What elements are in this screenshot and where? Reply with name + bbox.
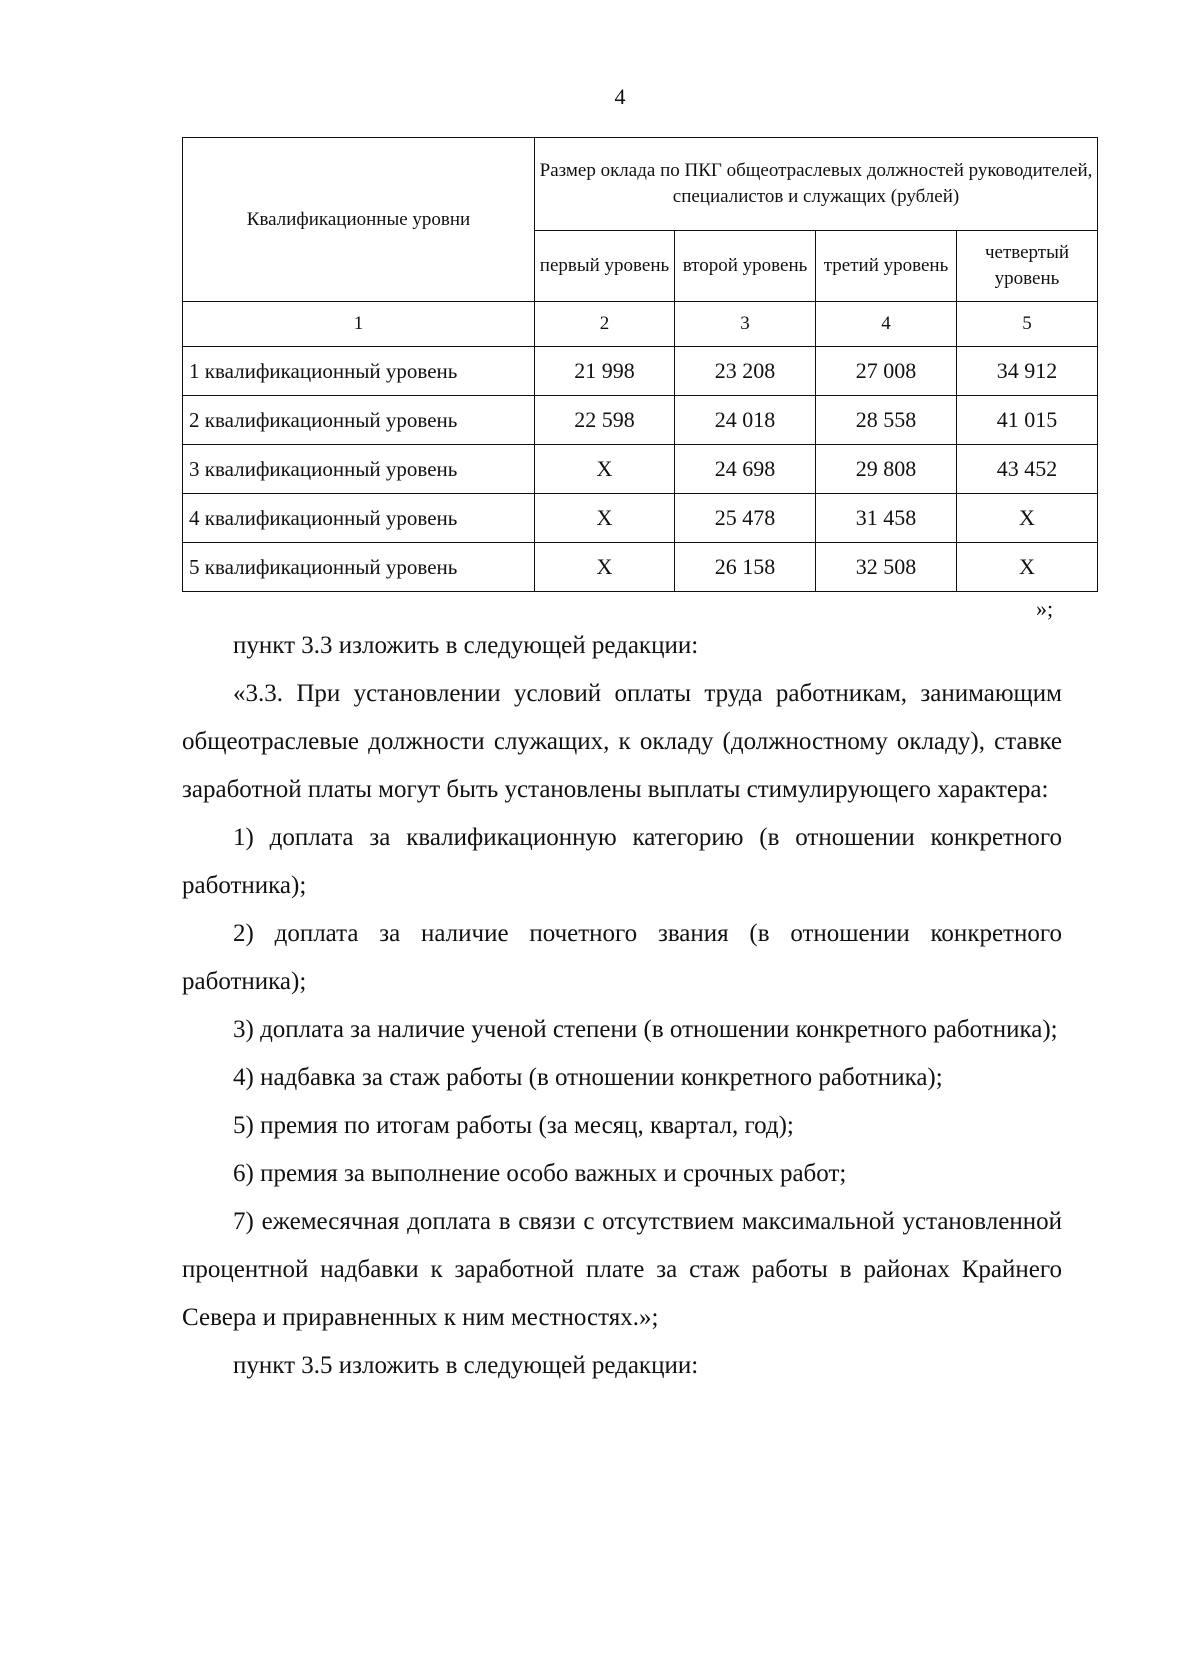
- list-item: 7) ежемесячная доплата в связи с отсутствием максимальной установленной процентной надбавки к заработной плате за стаж работы в районах Крайнего Севера и приравненных к ним местностях.»;: [182, 1208, 1062, 1331]
- row-label: 3 квалификационный уровень: [183, 445, 535, 494]
- closing-quote: »;: [1036, 596, 1054, 621]
- header-level-4: четвертый уровень: [957, 231, 1098, 302]
- document-body: [182, 622, 1062, 1390]
- list-item: 5) премия по итогам работы (за месяц, квартал, год);: [233, 1112, 794, 1139]
- table-cell: 31 458: [816, 494, 957, 543]
- column-number-row: [183, 302, 1098, 347]
- table-cell: 23 208: [675, 347, 816, 396]
- list-item: 3) доплата за наличие ученой степени (в отношении конкретного работника);: [233, 1016, 1058, 1043]
- table-cell: 43 452: [957, 445, 1098, 494]
- table-row: [183, 494, 1098, 543]
- paragraph: «3.3. При установлении условий оплаты труда работникам, занимающим общеотраслевые должности служащих, к окладу (должностному окладу), ставке заработной платы могут быть установлены выплаты стимулирующего характера:: [182, 680, 1062, 803]
- paragraph: пункт 3.5 изложить в следующей редакции:: [233, 1352, 699, 1379]
- header-level-2: второй уровень: [675, 231, 816, 302]
- table-cell: 34 912: [957, 347, 1098, 396]
- table-cell: 41 015: [957, 396, 1098, 445]
- table-cell: Х: [535, 445, 675, 494]
- table-cell: Х: [957, 543, 1098, 592]
- table-row: [183, 543, 1098, 592]
- paragraph: пункт 3.3 изложить в следующей редакции:: [233, 632, 699, 659]
- table-cell: 29 808: [816, 445, 957, 494]
- table-cell: 25 478: [675, 494, 816, 543]
- table-cell: 26 158: [675, 543, 816, 592]
- table-cell: Х: [535, 543, 675, 592]
- header-qualification-levels: Квалификационные уровни: [183, 138, 535, 302]
- column-number: 3: [675, 302, 816, 347]
- table-cell: 27 008: [816, 347, 957, 396]
- column-number: 4: [816, 302, 957, 347]
- list-item: 1) доплата за квалификационную категорию (в отношении конкретного работника);: [182, 824, 1062, 899]
- table-cell: 22 598: [535, 396, 675, 445]
- list-item: 6) премия за выполнение особо важных и срочных работ;: [233, 1160, 847, 1187]
- table-row: [183, 347, 1098, 396]
- table-row: [183, 445, 1098, 494]
- table-cell: 21 998: [535, 347, 675, 396]
- salary-table: [182, 137, 1098, 592]
- header-level-1: первый уровень: [535, 231, 675, 302]
- table-cell: Х: [957, 494, 1098, 543]
- table-cell: 24 018: [675, 396, 816, 445]
- table-row: [183, 396, 1098, 445]
- header-level-3: третий уровень: [816, 231, 957, 302]
- row-label: 2 квалификационный уровень: [183, 396, 535, 445]
- row-label: 4 квалификационный уровень: [183, 494, 535, 543]
- list-item: 2) доплата за наличие почетного звания (в отношении конкретного работника);: [182, 920, 1062, 995]
- column-number: 1: [183, 302, 535, 347]
- table-cell: Х: [535, 494, 675, 543]
- column-number: 5: [957, 302, 1098, 347]
- table-cell: 32 508: [816, 543, 957, 592]
- table-cell: 24 698: [675, 445, 816, 494]
- table-cell: 28 558: [816, 396, 957, 445]
- list-item: 4) надбавка за стаж работы (в отношении конкретного работника);: [233, 1064, 943, 1091]
- row-label: 1 квалификационный уровень: [183, 347, 535, 396]
- column-number: 2: [535, 302, 675, 347]
- page-number: 4: [614, 84, 626, 109]
- header-salary-group: Размер оклада по ПКГ общеотраслевых должностей руководителей, специалистов и служащих (рублей): [535, 138, 1098, 231]
- row-label: 5 квалификационный уровень: [183, 543, 535, 592]
